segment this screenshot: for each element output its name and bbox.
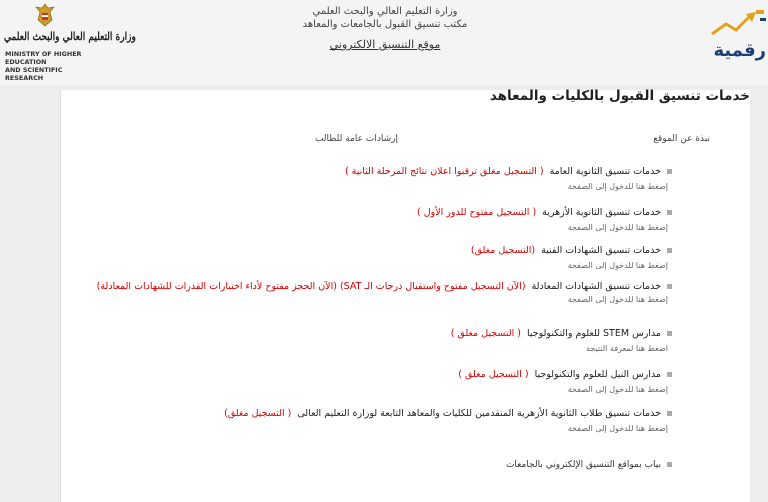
main-panel <box>60 90 750 502</box>
ministry-name-en-line1: MINISTRY OF HIGHER EDUCATION <box>5 50 82 66</box>
site-link[interactable]: موقع التنسيق الالكتروني <box>329 38 441 51</box>
service-equivalent-certificates[interactable] <box>72 280 672 304</box>
header-text <box>290 5 480 51</box>
service-nile-schools[interactable] <box>72 369 672 394</box>
service-title: خدمات تنسيق طلاب الثانوية الأزهرية المتقدمين للكليات والمعاهد التابعة لوزارة التعليم العالى <box>297 408 661 419</box>
nav-about-site[interactable]: نبذة عن الموقع <box>653 134 710 144</box>
bullet-icon <box>667 372 672 377</box>
header-line-office: مكتب تنسيق القبول بالجامعات والمعاهد <box>302 19 468 30</box>
service-title: خدمات تنسيق الشهادات المعادلة <box>531 281 661 292</box>
service-technical-certificates[interactable] <box>72 245 672 270</box>
page-title: خدمات تنسيق القبول بالكليات والمعاهد <box>489 88 750 104</box>
service-title-row <box>72 280 672 293</box>
service-title: خدمات تنسيق الشهادات الفنية <box>541 245 661 256</box>
university-portals-link[interactable] <box>506 460 672 470</box>
service-title: مدارس النيل للعلوم والتكنولوجيا <box>534 369 661 380</box>
service-result-link[interactable]: اضغط هنا لمعرفة النتيجة <box>586 344 668 353</box>
service-enter-link[interactable]: إضغط هنا للدخول إلى الصفحة <box>567 182 668 191</box>
service-enter-link[interactable]: إضغط هنا للدخول إلى الصفحة <box>567 223 668 232</box>
service-title: مدارس STEM للعلوم والتكنولوجيا <box>526 328 661 339</box>
service-status: ( التسجيل مغلق ) <box>458 369 529 380</box>
ministry-name-ar: وزارة التعليم العالي والبحث العلمي <box>4 30 136 43</box>
service-title-row <box>72 207 672 218</box>
service-stem-schools[interactable] <box>72 328 672 353</box>
service-status: (التسجيل مغلق) <box>470 245 536 256</box>
service-title-row <box>72 369 672 380</box>
service-title-row <box>72 166 672 177</box>
service-enter-link[interactable]: إضغط هنا للدخول إلى الصفحة <box>567 424 668 433</box>
bullet-icon <box>667 411 672 416</box>
service-enter-link[interactable]: إضغط هنا للدخول إلى الصفحة <box>567 295 668 304</box>
service-status: (الآن التسجيل مفتوح واستقبال درجات الـ SAT) (الآن الحجز مفتوح لأداء اختبارات القدرات للشهادات المعادلة) <box>96 281 526 292</box>
bullet-icon <box>667 210 672 215</box>
bullet-icon <box>667 169 672 174</box>
eagle-emblem-icon <box>32 2 58 28</box>
service-status: ( التسجيل مغلق ) <box>450 328 521 339</box>
university-portals-label: بياب بمواقع التنسيق الإلكتروني بالجامعات <box>505 460 661 470</box>
bullet-icon <box>667 462 672 467</box>
service-status: ( التسجيل مغلق ترقبوا اعلان نتائج المرحلة الثانية ) <box>344 166 544 177</box>
service-title-row <box>72 245 672 256</box>
bullet-icon <box>667 248 672 253</box>
ministry-name-en <box>5 50 93 82</box>
digital-logo-text: رقمية <box>713 40 766 61</box>
digital-egypt-logo[interactable] <box>706 8 768 68</box>
service-azhar-higher-ed[interactable] <box>72 408 672 433</box>
service-title-row <box>72 408 672 419</box>
nav-student-guide[interactable]: إرشادات عامة للطالب <box>314 134 398 144</box>
ministry-logo[interactable] <box>2 0 136 84</box>
service-status: ( التسجيل مفتوح للدور الأول ) <box>417 207 537 218</box>
ministry-name-en-line2: AND SCIENTIFIC RESEARCH <box>5 66 63 82</box>
service-title: خدمات تنسيق الثانوية العامة <box>549 166 661 177</box>
service-enter-link[interactable]: إضغط هنا للدخول إلى الصفحة <box>567 261 668 270</box>
bullet-icon <box>667 284 672 289</box>
service-title: خدمات تنسيق الثانوية الأزهرية <box>542 207 661 218</box>
service-title-row <box>72 328 672 339</box>
service-general-secondary[interactable] <box>72 166 672 191</box>
header-line-ministry: وزارة التعليم العالي والبحث العلمي <box>312 6 458 17</box>
digital-chart-icon <box>706 8 768 42</box>
service-azhar-secondary[interactable] <box>72 207 672 232</box>
service-status: ( التسجيل مغلق) <box>224 408 292 419</box>
service-enter-link[interactable]: إضغط هنا للدخول إلى الصفحة <box>567 385 668 394</box>
bullet-icon <box>667 331 672 336</box>
header <box>0 0 768 86</box>
